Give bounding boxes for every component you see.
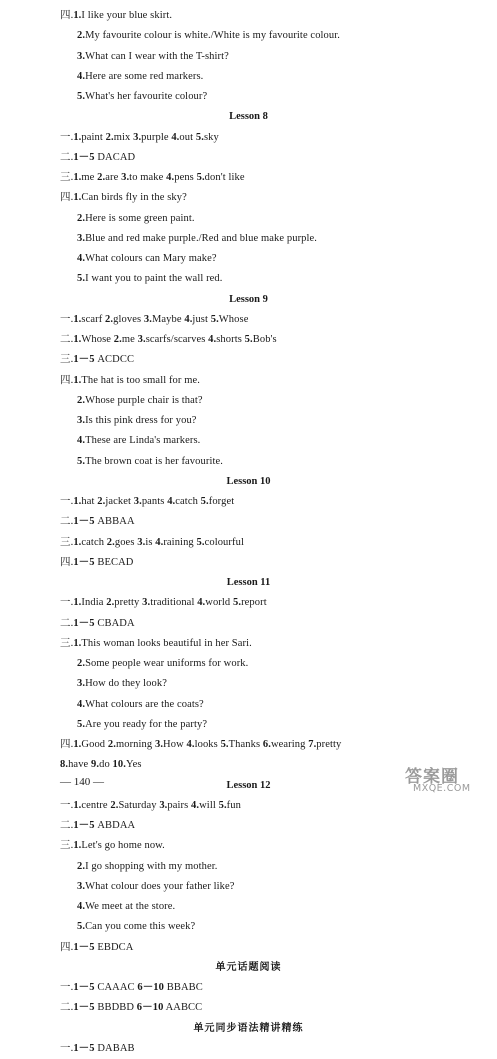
- answer-line: 四.1－5 BECAD: [60, 556, 134, 568]
- answer-line: 四.1.I like your blue skirt.: [60, 10, 173, 21]
- answer-line: 一.1.hat 2.jacket 3.pants 4.catch 5.forget: [60, 496, 235, 507]
- answer-line: 一.1.paint 2.mix 3.purple 4.out 5.sky: [60, 131, 219, 143]
- answer-line: 4.We meet at the store.: [77, 901, 176, 912]
- answer-line: 一.1.centre 2.Saturday 3.pairs 4.will 5.fun: [60, 799, 241, 811]
- answer-line: 2.Some people wear uniforms for work.: [77, 658, 249, 669]
- answer-line: 5.Are you ready for the party?: [77, 718, 208, 730]
- lesson-heading: Lesson 8: [229, 111, 268, 123]
- answer-line: 一.1.scarf 2.gloves 3.Maybe 4.just 5.Whose: [60, 313, 249, 325]
- answer-line: 四.1.Good 2.morning 3.How 4.looks 5.Thanks 6.wearing 7.pretty: [60, 739, 342, 750]
- answer-line: 2.My favourite colour is white./White is my favourite colour.: [77, 30, 341, 42]
- lesson-heading: Lesson 12: [226, 779, 271, 791]
- answer-line: 二.1.Whose 2.me 3.scarfs/scarves 4.shorts 5.Bob's: [60, 334, 277, 345]
- answer-line: 5.Can you come this week?: [77, 921, 196, 933]
- lesson-heading: Lesson 9: [229, 293, 268, 305]
- answer-line: 一.1－5 CAAAC 6－10 BBABC: [60, 982, 203, 993]
- watermark-url: MXQE.COM: [413, 783, 471, 794]
- lesson-heading: Lesson 11: [226, 577, 271, 588]
- answer-line: 二.1－5 CBADA: [60, 617, 135, 629]
- section-heading: 单元同步语法精讲精练: [193, 1022, 304, 1034]
- answer-line: 二.1－5 ABBAA: [60, 516, 135, 528]
- answer-line: 一.1.India 2.pretty 3.traditional 4.world 5.report: [60, 597, 267, 609]
- answer-line: 4.Here are some red markers.: [77, 70, 204, 82]
- section-heading: 单元话题阅读: [215, 961, 282, 973]
- answer-line: 4.What colours are the coats?: [77, 698, 204, 710]
- answer-line: 4.What colours can Mary make?: [77, 253, 217, 264]
- answer-line: 四.1.The hat is too small for me.: [60, 374, 200, 386]
- watermark-text: 答案圈: [405, 767, 459, 787]
- page-number: — 140 —: [60, 776, 104, 788]
- answer-line: 5.The brown coat is her favourite.: [77, 455, 223, 467]
- answer-line: 2.Here is some green paint.: [77, 212, 195, 224]
- answer-line: 8.have 9.do 10.Yes: [60, 759, 142, 771]
- watermark-logo: [405, 762, 493, 796]
- answer-line: 二.1－5 ABDAA: [60, 820, 136, 831]
- answer-line: 三.1.me 2.are 3.to make 4.pens 5.don't like: [60, 172, 245, 183]
- answer-line: 2.I go shopping with my mother.: [77, 860, 218, 872]
- answer-line: 5.I want you to paint the wall red.: [77, 273, 223, 285]
- answer-line: 二.1－5 BBDBD 6－10 AABCC: [60, 1002, 203, 1014]
- answer-line: 2.Whose purple chair is that?: [77, 394, 203, 406]
- answer-line: 二.1－5 DACAD: [60, 151, 136, 163]
- answer-line: 三.1－5 ACDCC: [60, 354, 135, 366]
- answer-line: 三.1.This woman looks beautiful in her Sari.: [60, 637, 252, 649]
- answer-line: 3.What can I wear with the T-shirt?: [77, 50, 229, 62]
- answer-line: 3.Is this pink dress for you?: [77, 415, 197, 426]
- lesson-heading: Lesson 10: [226, 475, 271, 487]
- answer-line: 四.1.Can birds fly in the sky?: [60, 192, 187, 204]
- answer-line: 5.What's her favourite colour?: [77, 91, 208, 102]
- answer-line: 3.What colour does your father like?: [77, 880, 235, 892]
- answer-line: 3.How do they look?: [77, 678, 167, 690]
- answer-line: 一.1－5 DABAB: [60, 1042, 135, 1054]
- answer-line: 3.Blue and red make purple./Red and blue make purple.: [77, 232, 318, 244]
- answer-line: 四.1－5 EBDCA: [60, 941, 134, 953]
- answer-line: 三.1.catch 2.goes 3.is 4.raining 5.colourful: [60, 536, 244, 548]
- answer-line: 三.1.Let's go home now.: [60, 840, 165, 852]
- answer-line: 4.These are Linda's markers.: [77, 435, 201, 447]
